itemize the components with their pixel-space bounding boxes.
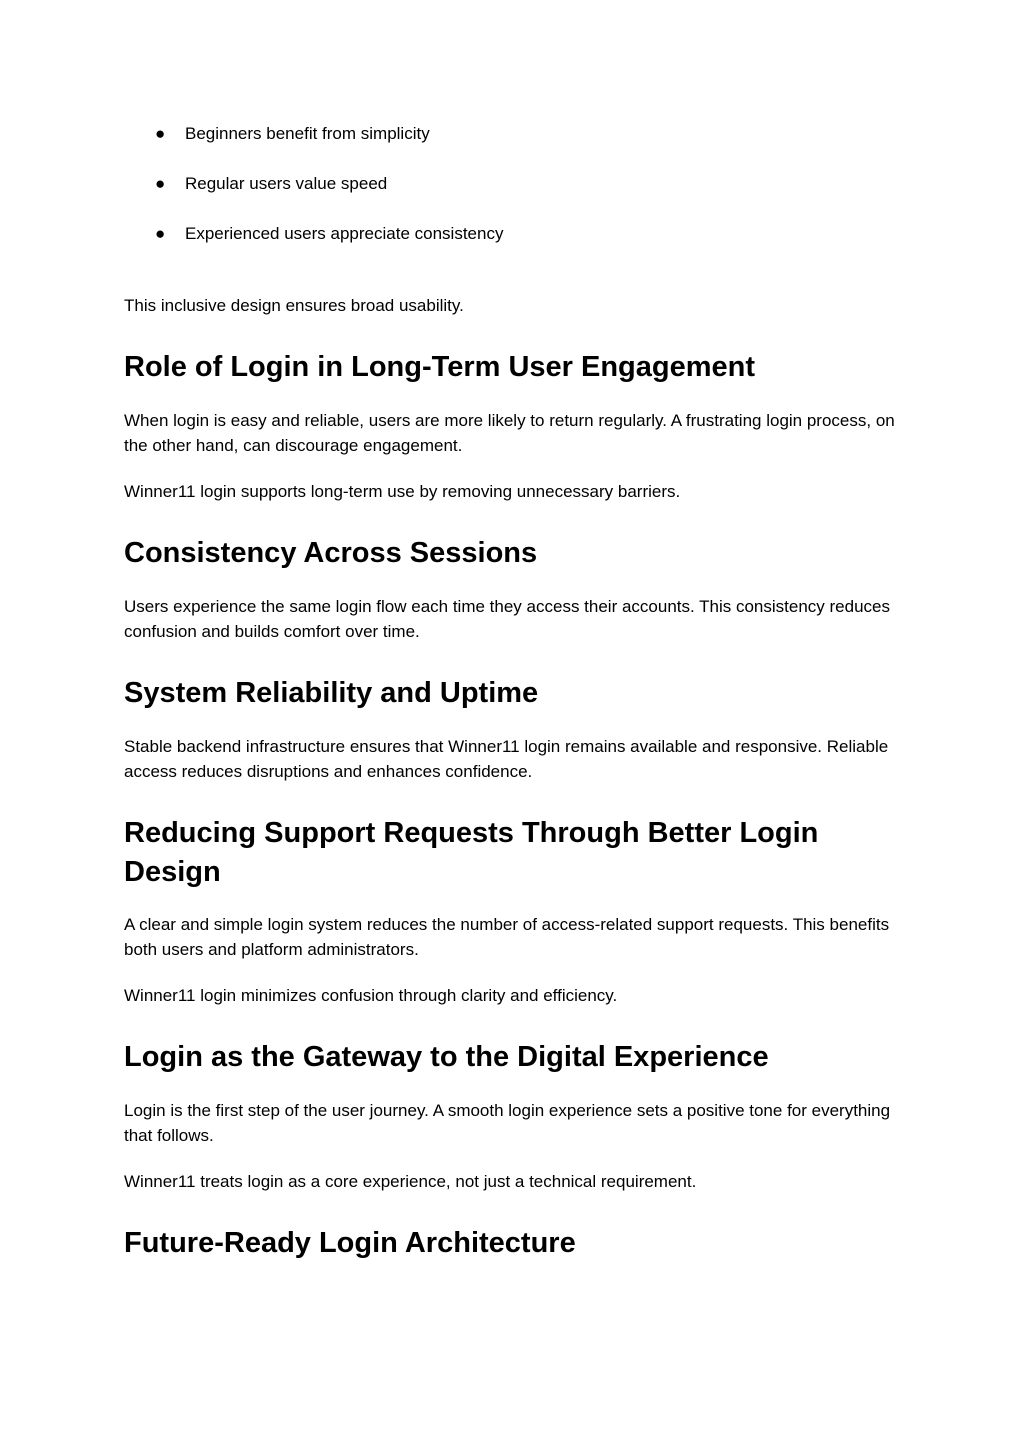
bullet-icon: ●	[155, 174, 166, 193]
paragraph: Winner11 treats login as a core experience, not just a technical requirement.	[124, 1172, 697, 1191]
paragraph: Stable backend infrastructure ensures that Winner11 login remains available and responsive. Reliable access reduces disruptions and enhances confidence.	[124, 737, 889, 781]
bullet-icon: ●	[155, 224, 166, 243]
heading: System Reliability and Uptime	[124, 677, 539, 709]
document-page: ● Beginners benefit from simplicity ● Regular users value speed ● Experienced users appreciate consistency This inclusive design ensures broad usability. Role of Login in Long-Term User Engagement When login is easy and reliable, users are more likely to return regularly. A frustrating login process, on the other hand, can discourage engagement. Winner11 login supports long-term use by removing unnecessary barriers. Consistency Across Sessions Users experience the same login flow each time they access their accounts. This consistency reduces confusion and builds comfort over time. System Reliability and Uptime Stable backend infrastructure ensures that Winner11 login remains available and responsive. Reliable access reduces disruptions and enhances confidence. Reducing Support Requests Through Better Login Design A clear and simple login system reduces the number of access-related support requests. This benefits both users and platform administrators. Winner11 login minimizes confusion through clarity and efficiency. Login as the Gateway to the Digital Experience Login is the first step of the user journey. A smooth login experience sets a positive tone for everything that follows. Winner11 treats login as a core experience, not just a technical requirement. Future-Ready Login Architecture	[0, 0, 1024, 1446]
heading: Future-Ready Login Architecture	[124, 1227, 576, 1259]
paragraph: A clear and simple login system reduces the number of access-related support requests. This benefits both users and platform administrators.	[124, 915, 890, 959]
paragraph: This inclusive design ensures broad usability.	[124, 296, 464, 315]
paragraph: Login is the first step of the user journey. A smooth login experience sets a positive tone for everything that follows.	[124, 1101, 891, 1145]
heading: Reducing Support Requests Through Better Login Design	[124, 817, 819, 888]
bullet-icon: ●	[155, 124, 166, 143]
paragraph: Users experience the same login flow each time they access their accounts. This consistency reduces confusion and builds comfort over time.	[124, 597, 890, 641]
paragraph: Winner11 login minimizes confusion through clarity and efficiency.	[124, 986, 618, 1005]
paragraph: When login is easy and reliable, users are more likely to return regularly. A frustrating login process, on the other hand, can discourage engagement.	[124, 411, 895, 455]
heading: Consistency Across Sessions	[124, 537, 538, 569]
heading: Role of Login in Long-Term User Engagement	[124, 351, 756, 383]
paragraph: Winner11 login supports long-term use by removing unnecessary barriers.	[124, 482, 681, 501]
heading: Login as the Gateway to the Digital Experience	[124, 1041, 769, 1073]
